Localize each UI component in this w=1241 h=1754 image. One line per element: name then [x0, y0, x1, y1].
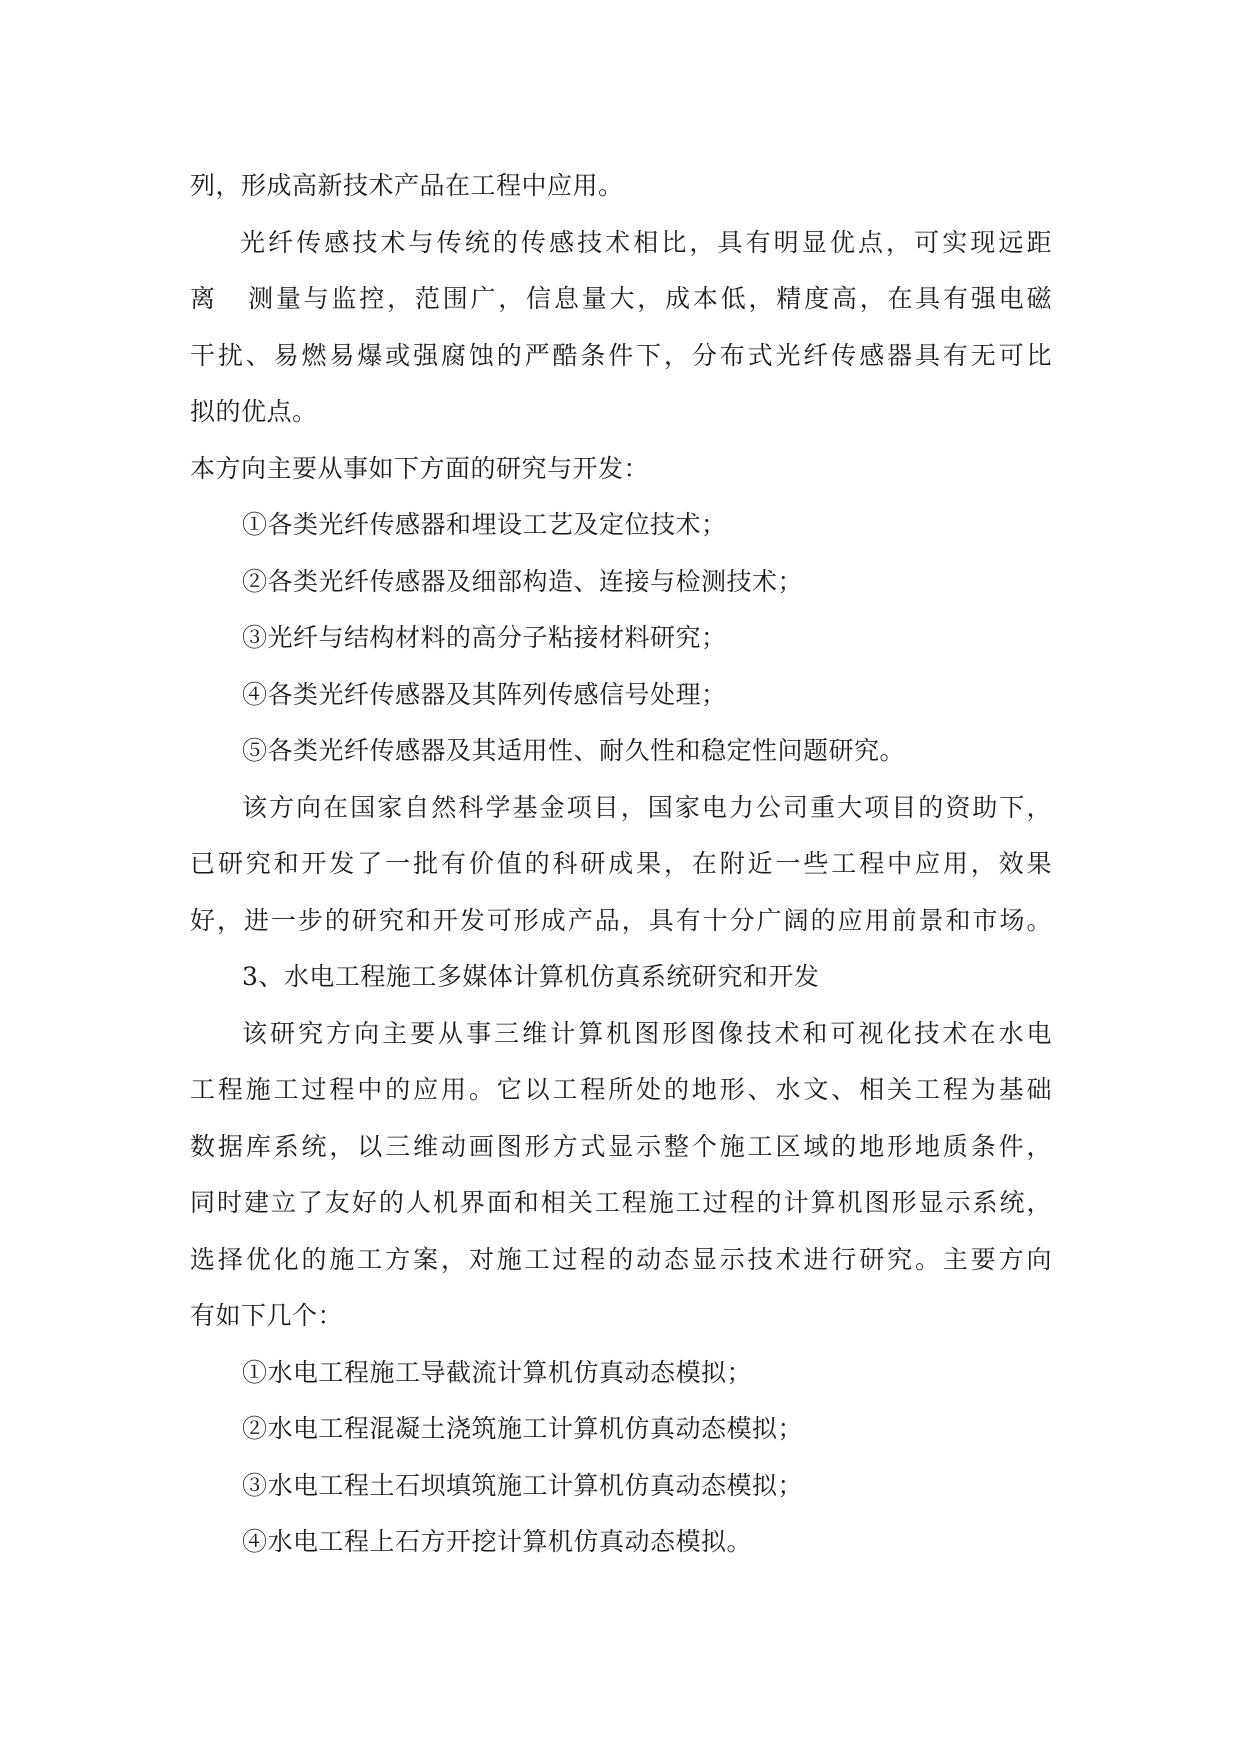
paragraph-line: 同时建立了友好的人机界面和相关工程施工过程的计算机图形显示系统，: [190, 1188, 1052, 1217]
list-item: ③水电工程土石坝填筑施工计算机仿真动态模拟；: [242, 1470, 804, 1500]
paragraph-line: 已研究和开发了一批有价值的科研成果，在附近一些工程中应用，效果: [190, 849, 1052, 878]
paragraph-line: 该方向在国家自然科学基金项目，国家电力公司重大项目的资助下，: [242, 792, 1052, 822]
list-item: ③光纤与结构材料的高分子粘接材料研究；: [242, 623, 727, 652]
list-item: ②水电工程混凝土浇筑施工计算机仿真动态模拟；: [242, 1414, 804, 1443]
paragraph-line: 有如下几个：: [190, 1301, 344, 1330]
paragraph-line: 好，进一步的研究和开发可形成产品，具有十分广阔的应用前景和市场。: [190, 905, 1052, 935]
list-item: ④水电工程上石方开挖计算机仿真动态模拟。: [242, 1527, 753, 1556]
paragraph-line: [190, 271, 1052, 328]
paragraph-line: 列，形成高新技术产品在工程中应用。: [190, 171, 624, 200]
paragraph-line: 选择优化的施工方案，对施工过程的动态显示技术进行研究。主要方向: [190, 1244, 1052, 1274]
list-item: ⑤各类光纤传感器及其适用性、耐久性和稳定性问题研究。: [242, 736, 906, 765]
paragraph-line: 工程施工过程中的应用。它以工程所处的地形、水文、相关工程为基础: [190, 1075, 1052, 1104]
line-segment: 测量与监控，范围广，信息量大，成本低，精度高，在具有强电磁: [245, 284, 1052, 313]
paragraph-line: 数据库系统，以三维动画图形方式显示整个施工区域的地形地质条件，: [190, 1131, 1052, 1161]
list-item: ①水电工程施工导截流计算机仿真动态模拟；: [242, 1357, 753, 1387]
document-body: [190, 158, 1052, 1571]
list-item: ④各类光纤传感器及其阵列传感信号处理；: [242, 679, 727, 709]
list-item: ①各类光纤传感器和埋设工艺及定位技术；: [242, 510, 727, 539]
paragraph-line: 该研究方向主要从事三维计算机图形图像技术和可视化技术在水电: [242, 1018, 1052, 1048]
section-heading: 3、水电工程施工多媒体计算机仿真系统研究和开发: [242, 962, 820, 991]
line-segment: 离: [190, 284, 218, 313]
list-item: ②各类光纤传感器及细部构造、连接与检测技术；: [242, 566, 804, 596]
paragraph-line: 本方向主要从事如下方面的研究与开发：: [190, 453, 650, 483]
paragraph-line: 拟的优点。: [190, 397, 318, 426]
paragraph-line: 干扰、易燃易爆或强腐蚀的严酷条件下，分布式光纤传感器具有无可比: [190, 340, 1052, 370]
paragraph-line: 光纤传感技术与传统的传感技术相比，具有明显优点，可实现远距: [240, 227, 1052, 257]
